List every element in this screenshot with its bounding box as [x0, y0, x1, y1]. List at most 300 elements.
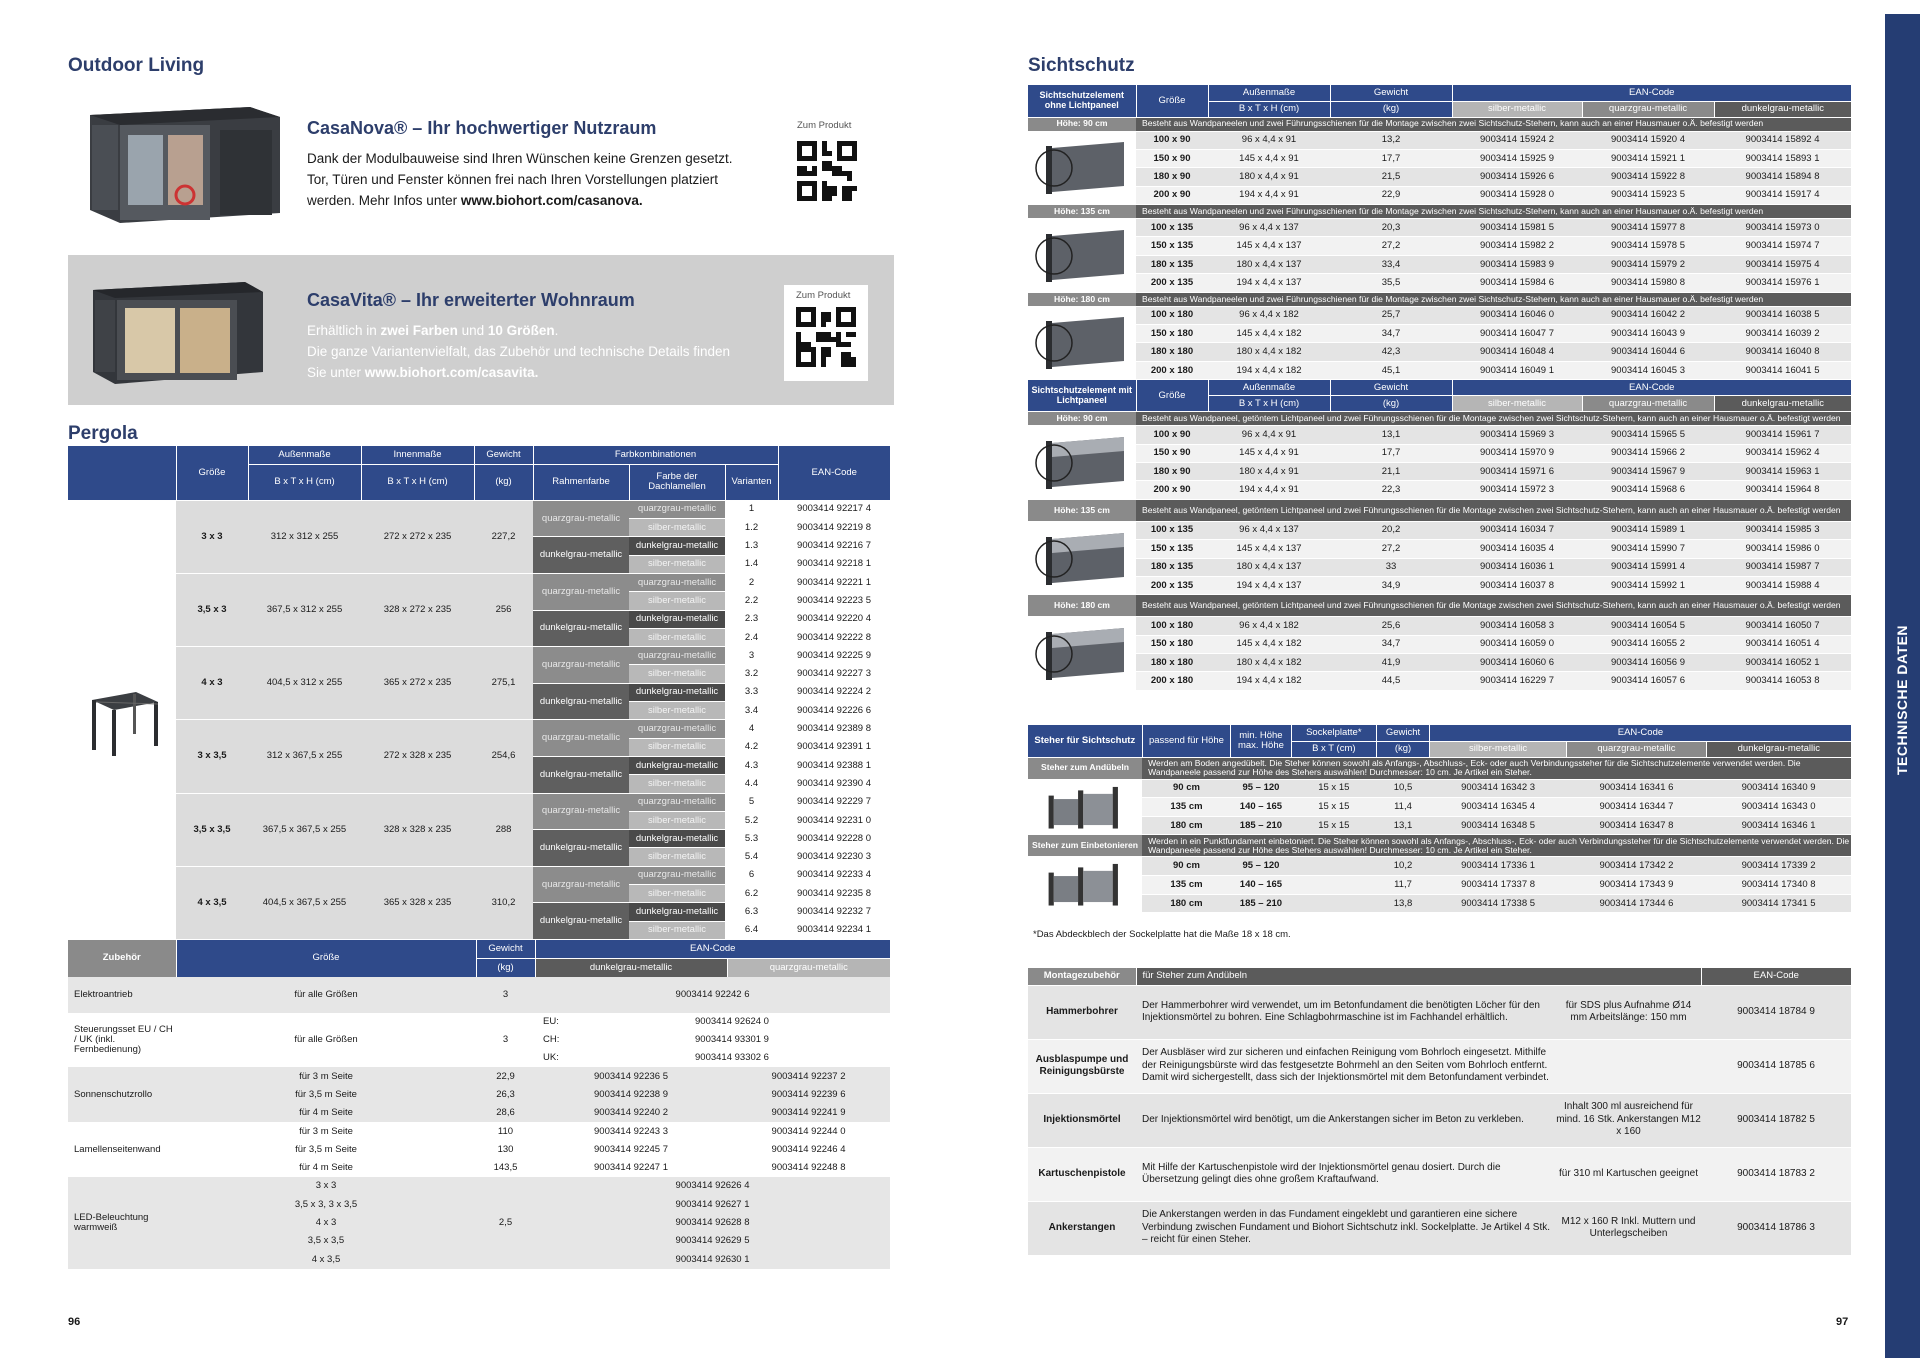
right-page-number: 97: [1836, 1316, 1849, 1328]
pergola-head-groesse: Größe: [176, 446, 248, 500]
pergola-roof-color: silber-metallic: [629, 775, 725, 793]
pergola-head-kg: (kg): [474, 464, 533, 500]
ss-height-row: [1028, 117, 1851, 131]
zubehoer-name: Steuerungsset EU / CH / UK (inkl. Fernbedienung): [74, 1024, 173, 1056]
pergola-ean: 9003414 92217 4: [778, 500, 890, 518]
ss-value: 9003414 16046 0: [1452, 306, 1582, 324]
casavita-link[interactable]: www.biohort.com/casavita.: [364, 365, 539, 380]
montage-ean: 9003414 18783 2: [1701, 1147, 1851, 1201]
steher-image: [1028, 857, 1142, 913]
ss-value: 9003414 16039 2: [1714, 325, 1851, 343]
pergola-roof-color: dunkelgrau-metallic: [629, 683, 725, 701]
ss-value: 9003414 15979 2: [1582, 255, 1714, 273]
ss-head-ean: EAN-Code: [1452, 380, 1851, 396]
pergola-variant: 1: [725, 500, 778, 518]
montage-ean: 9003414 18784 9: [1701, 985, 1851, 1039]
montage-info: für 310 ml Kartuschen geeignet: [1556, 1147, 1701, 1201]
pergola-size: 3 x 3,5: [176, 720, 248, 793]
casanova-line-2: Tor, Türen und Fenster können frei nach Ihren Vorstellungen platziert: [307, 172, 718, 187]
panel-icon: [1032, 431, 1132, 491]
ss-value: 9003414 16041 5: [1714, 361, 1851, 379]
steher-value: 9003414 16343 0: [1706, 798, 1851, 817]
pergola-variant: 5.4: [725, 848, 778, 866]
ss-value: 9003414 15966 2: [1582, 444, 1714, 462]
side-tab-label: TECHNISCHE DATEN: [1894, 624, 1910, 776]
zubehoer-row: [68, 1159, 890, 1177]
steher-value: [1291, 857, 1377, 876]
ss-value: 9003414 15928 0: [1452, 186, 1582, 204]
ss-value: 9003414 16038 5: [1714, 306, 1851, 324]
ss-ohne-wrap: [1028, 85, 1851, 691]
zubehoer-weight: 143,5: [493, 1162, 518, 1174]
pergola-ean: 9003414 92216 7: [778, 537, 890, 555]
ss-value: 9003414 16037 8: [1452, 576, 1582, 594]
ss-value: 194 x 4,4 x 91: [1208, 186, 1330, 204]
pergola-roof-color: silber-metallic: [629, 665, 725, 683]
ss-head-gewicht: Gewicht: [1330, 380, 1452, 396]
pergola-outer: 404,5 x 367,5 x 255: [248, 866, 361, 939]
ss-panel-image: [1028, 131, 1136, 205]
ss-value: 9003414 15922 8: [1582, 168, 1714, 186]
panel-icon: [1032, 311, 1132, 371]
ss-ohne-table: [1028, 85, 1851, 691]
left-page-number: 96: [68, 1316, 81, 1328]
ss-value: 9003414 15969 3: [1452, 426, 1582, 444]
pergola-table-wrap: [68, 446, 890, 940]
pergola-ean: 9003414 92231 0: [778, 811, 890, 829]
montage-info: M12 x 160 R Inkl. Muttern und Unterlegscheiben: [1556, 1201, 1701, 1255]
ss-height-desc: Besteht aus Wandpaneel, getöntem Lichtpaneel und zwei Führungsschienen für die Montage zwischen zwei Sichtschutz-Stehern, kann auch an einer Hausmauer o.Ä. befestigt werden: [1136, 595, 1851, 617]
pergola-head-gewicht: Gewicht: [474, 446, 533, 464]
ss-head-quarz: quarzgrau-metallic: [1582, 101, 1714, 117]
pergola-variant: 4.3: [725, 756, 778, 774]
ss-value: 145 x 4,4 x 182: [1208, 325, 1330, 343]
ss-row: [1028, 274, 1851, 292]
montage-head-ean: EAN-Code: [1701, 968, 1851, 985]
ss-size: 180 x 180: [1136, 654, 1208, 672]
ss-value: 25,7: [1330, 306, 1452, 324]
pergola-ean: 9003414 92230 3: [778, 848, 890, 866]
montage-row: [1028, 1201, 1851, 1255]
pergola-ean: 9003414 92220 4: [778, 610, 890, 628]
ss-value: 9003414 15991 4: [1582, 558, 1714, 576]
pergola-inner: 272 x 272 x 235: [361, 500, 474, 573]
ss-value: 9003414 16040 8: [1714, 343, 1851, 361]
pergola-frame-color: quarzgrau-metallic: [533, 866, 629, 903]
pergola-head-ean: EAN-Code: [778, 446, 890, 500]
steher-value: 9003414 17344 6: [1567, 894, 1706, 913]
zubehoer-wrap: [68, 940, 890, 1269]
steher-minmax: 95 – 120: [1231, 857, 1291, 876]
ss-value: 27,2: [1330, 540, 1452, 558]
pergola-variant: 2: [725, 573, 778, 591]
steher-row: [1028, 779, 1851, 798]
pergola-img-head: [68, 446, 176, 500]
montage-ean: 9003414 18785 6: [1701, 1039, 1851, 1093]
ss-value: 17,7: [1330, 149, 1452, 167]
zubehoer-ean-quarz: 9003414 92244 0: [771, 1125, 846, 1137]
pergola-outer: 404,5 x 312 x 255: [248, 647, 361, 720]
ss-value: 9003414 16034 7: [1452, 521, 1582, 539]
ss-row: [1028, 219, 1851, 237]
ss-value: 9003414 15963 1: [1714, 462, 1851, 480]
ss-value: 9003414 15924 2: [1452, 131, 1582, 149]
ss-value: 9003414 15925 9: [1452, 149, 1582, 167]
pergola-roof-color: quarzgrau-metallic: [629, 793, 725, 811]
ss-value: 9003414 15989 1: [1582, 521, 1714, 539]
ss-head-bth: B x T x H (cm): [1208, 396, 1330, 412]
ss-size: 100 x 135: [1136, 521, 1208, 539]
zubehoer-name: Elektroantrieb: [74, 988, 133, 1000]
zubehoer-ean-dunkel: 9003414 92236 5: [594, 1070, 668, 1082]
steher-value: 13,8: [1377, 894, 1430, 913]
pergola-roof-color: silber-metallic: [629, 921, 725, 939]
zubehoer-weight: 2,5: [498, 1217, 513, 1229]
ss-height-label: Höhe: 180 cm: [1028, 292, 1136, 306]
zubehoer-row: [68, 1104, 890, 1122]
pergola-head-bth-2: B x T x H (cm): [361, 464, 474, 500]
ss-value: 13,1: [1330, 426, 1452, 444]
ss-value: 96 x 4,4 x 137: [1208, 521, 1330, 539]
ss-height-desc: Besteht aus Wandpaneelen und zwei Führungsschienen für die Montage zwischen zwei Sichtschutz-Stehern, kann auch an einer Hausmauer o.Ä. befestigt werden: [1136, 205, 1851, 219]
montage-desc: Der Injektionsmörtel wird benötigt, um die Ankerstangen sicher im Beton zu verkleben.: [1136, 1093, 1556, 1147]
ss-row: [1028, 444, 1851, 462]
pergola-size: 3,5 x 3: [176, 573, 248, 646]
zubehoer-name: Sonnenschutzrollo: [74, 1088, 153, 1100]
panel-icon: [1032, 224, 1132, 284]
zubehoer-size: für alle Größen: [294, 988, 358, 1000]
casanova-qr-code[interactable]: [797, 141, 857, 201]
steher-wrap: [1028, 725, 1851, 913]
pergola-head-varianten: Varianten: [725, 464, 778, 500]
pergola-frame-color: dunkelgrau-metallic: [533, 537, 629, 574]
zubehoer-weight: 22,9: [496, 1070, 515, 1082]
ss-value: 145 x 4,4 x 91: [1208, 444, 1330, 462]
ss-value: 180 x 4,4 x 91: [1208, 462, 1330, 480]
ss-size: 100 x 135: [1136, 219, 1208, 237]
zubehoer-size: für 4 m Seite: [299, 1107, 353, 1119]
ss-value: 145 x 4,4 x 137: [1208, 237, 1330, 255]
zubehoer-size: für 4 m Seite: [299, 1162, 353, 1174]
zubehoer-ean-dunkel: 9003414 92243 3: [594, 1125, 668, 1137]
pergola-ean: 9003414 92232 7: [778, 903, 890, 921]
ss-size: 100 x 90: [1136, 131, 1208, 149]
steher-head-kg: (kg): [1377, 741, 1430, 757]
ss-value: 194 x 4,4 x 91: [1208, 481, 1330, 499]
ss-head-dunkel: dunkelgrau-metallic: [1714, 101, 1851, 117]
pergola-frame-color: quarzgrau-metallic: [533, 793, 629, 830]
zubehoer-size: für alle Größen: [294, 1034, 358, 1046]
pergola-inner: 328 x 328 x 235: [361, 793, 474, 866]
pergola-roof-color: silber-metallic: [629, 592, 725, 610]
montage-name: Kartuschenpistole: [1028, 1147, 1136, 1201]
steher-value: 9003414 17342 2: [1567, 857, 1706, 876]
pergola-roof-color: quarzgrau-metallic: [629, 720, 725, 738]
ss-value: 9003414 16043 9: [1582, 325, 1714, 343]
ss-value: 9003414 15965 5: [1582, 426, 1714, 444]
pergola-row: [68, 500, 890, 518]
ss-value: 9003414 15921 1: [1582, 149, 1714, 167]
steher-value: 10,2: [1377, 857, 1430, 876]
pergola-roof-color: silber-metallic: [629, 555, 725, 573]
zubehoer-size: für 3,5 m Seite: [295, 1143, 357, 1155]
casavita-title: CasaVita® – Ihr erweiterter Wohnraum: [307, 290, 635, 310]
casanova-text: [307, 148, 733, 211]
steher-value: 9003414 16341 6: [1567, 779, 1706, 798]
ss-panel-image: [1028, 306, 1136, 380]
ss-row: [1028, 131, 1851, 149]
ss-head-silber: silber-metallic: [1452, 101, 1582, 117]
ss-row: [1028, 149, 1851, 167]
ss-value: 145 x 4,4 x 182: [1208, 635, 1330, 653]
pergola-frame-color: dunkelgrau-metallic: [533, 683, 629, 720]
ss-value: 96 x 4,4 x 182: [1208, 306, 1330, 324]
pergola-outer: 367,5 x 312 x 255: [248, 573, 361, 646]
steher-head-minmax: min. Höhe max. Höhe: [1231, 725, 1291, 757]
pergola-variant: 5.3: [725, 830, 778, 848]
steher-row: [1028, 798, 1851, 817]
pergola-roof-color: silber-metallic: [629, 811, 725, 829]
ss-value: 96 x 4,4 x 182: [1208, 617, 1330, 635]
ss-value: 180 x 4,4 x 182: [1208, 343, 1330, 361]
ss-head-kg: (kg): [1330, 101, 1452, 117]
zubehoer-ean: 9003414 93301 9: [695, 1034, 769, 1046]
pergola-head-bth-1: B x T x H (cm): [248, 464, 361, 500]
pergola-frame-color: quarzgrau-metallic: [533, 500, 629, 537]
ss-head-dunkel: dunkelgrau-metallic: [1714, 396, 1851, 412]
zubehoer-size: 3 x 3: [315, 1180, 337, 1192]
ss-row: [1028, 237, 1851, 255]
pergola-roof-color: dunkelgrau-metallic: [629, 830, 725, 848]
zubehoer-row: [68, 1086, 890, 1104]
ss-value: 180 x 4,4 x 182: [1208, 654, 1330, 672]
ss-value: 27,2: [1330, 237, 1452, 255]
ss-row: [1028, 558, 1851, 576]
ss-size: 150 x 135: [1136, 237, 1208, 255]
pergola-heading: Pergola: [68, 423, 138, 444]
ss-size: 200 x 135: [1136, 576, 1208, 594]
ss-value: 9003414 16050 7: [1714, 617, 1851, 635]
casanova-link[interactable]: www.biohort.com/casanova.: [460, 193, 643, 208]
steher-group-row: [1028, 835, 1851, 857]
post-icon: [1035, 857, 1135, 909]
casavita-qr-box[interactable]: [784, 285, 868, 381]
ss-value: 96 x 4,4 x 137: [1208, 219, 1330, 237]
casavita-line-2: Die ganze Variantenvielfalt, das Zubehör und technische Details finden: [307, 344, 731, 359]
zubehoer-row: [68, 1013, 890, 1031]
pergola-row: [68, 720, 890, 738]
pergola-ean: 9003414 92388 1: [778, 756, 890, 774]
zubehoer-weight: 28,6: [496, 1107, 515, 1119]
zubehoer-weight: 130: [497, 1143, 514, 1155]
pergola-variant: 4.2: [725, 738, 778, 756]
ss-value: 9003414 15980 8: [1582, 274, 1714, 292]
ss-row: [1028, 540, 1851, 558]
pergola-inner: 365 x 328 x 235: [361, 866, 474, 939]
steher-head-row: [1028, 725, 1851, 741]
pergola-ean: 9003414 92222 8: [778, 628, 890, 646]
ss-value: 194 x 4,4 x 137: [1208, 274, 1330, 292]
steher-value: 9003414 16348 5: [1429, 816, 1566, 835]
ss-row: [1028, 672, 1851, 690]
pergola-roof-color: silber-metallic: [629, 848, 725, 866]
pergola-head-rahmen: Rahmenfarbe: [533, 464, 629, 500]
ss-height-desc: Besteht aus Wandpaneelen und zwei Führungsschienen für die Montage zwischen zwei Sichtschutz-Stehern, kann auch an einer Hausmauer o.Ä. befestigt werden: [1136, 117, 1851, 131]
zubehoer-head-name: Zubehör: [68, 940, 176, 977]
ss-value: 9003414 15976 1: [1714, 274, 1851, 292]
ss-value: 9003414 15985 3: [1714, 521, 1851, 539]
ss-value: 9003414 16047 7: [1452, 325, 1582, 343]
pergola-ean: 9003414 92235 8: [778, 885, 890, 903]
ss-value: 180 x 4,4 x 137: [1208, 255, 1330, 273]
ss-value: 9003414 15967 9: [1582, 462, 1714, 480]
ss-value: 9003414 16044 6: [1582, 343, 1714, 361]
ss-height-label: Höhe: 135 cm: [1028, 205, 1136, 219]
steher-height: 90 cm: [1142, 779, 1231, 798]
ss-height-row: [1028, 412, 1851, 426]
pergola-variant: 3.3: [725, 683, 778, 701]
ss-panel-image: [1028, 617, 1136, 691]
ss-size: 150 x 90: [1136, 444, 1208, 462]
montage-ean: 9003414 18782 5: [1701, 1093, 1851, 1147]
ss-value: 9003414 15983 9: [1452, 255, 1582, 273]
zubehoer-weight: 110: [497, 1125, 514, 1137]
ss-size: 150 x 180: [1136, 635, 1208, 653]
steher-value: 9003414 16347 8: [1567, 816, 1706, 835]
steher-group-label: Steher zum Einbetonieren: [1028, 835, 1142, 857]
zubehoer-head-gewicht: Gewicht: [476, 940, 535, 958]
pergola-variant: 6.3: [725, 903, 778, 921]
ss-size: 200 x 180: [1136, 361, 1208, 379]
steher-value: 9003414 16345 4: [1429, 798, 1566, 817]
ss-value: 9003414 15992 1: [1582, 576, 1714, 594]
ss-value: 9003414 15987 7: [1714, 558, 1851, 576]
zubehoer-row: [68, 977, 890, 1013]
ss-height-row: [1028, 595, 1851, 617]
pergola-ean: 9003414 92223 5: [778, 592, 890, 610]
casanova-title: CasaNova® – Ihr hochwertiger Nutzraum: [307, 118, 657, 138]
ss-row: [1028, 255, 1851, 273]
pergola-weight: 256: [474, 573, 533, 646]
zubehoer-row: [68, 1122, 890, 1140]
steher-row: [1028, 816, 1851, 835]
casavita-image: [85, 272, 265, 390]
ss-head-silber: silber-metallic: [1452, 396, 1582, 412]
steher-image: [1028, 779, 1142, 835]
steher-value: 11,7: [1377, 876, 1430, 895]
ss-value: 9003414 16056 9: [1582, 654, 1714, 672]
ss-value: 194 x 4,4 x 137: [1208, 576, 1330, 594]
zubehoer-ean: 9003414 93302 6: [695, 1052, 769, 1064]
montage-row: [1028, 985, 1851, 1039]
pergola-variant: 3: [725, 647, 778, 665]
zubehoer-ean-quarz: 9003414 92246 4: [771, 1143, 846, 1155]
montage-ean: 9003414 18786 3: [1701, 1201, 1851, 1255]
panel-icon: [1032, 136, 1132, 196]
montage-wrap: [1028, 968, 1851, 1256]
pergola-roof-color: quarzgrau-metallic: [629, 647, 725, 665]
pergola-variant: 6.4: [725, 921, 778, 939]
ss-row: [1028, 654, 1851, 672]
ss-size: 150 x 90: [1136, 149, 1208, 167]
ss-row: [1028, 521, 1851, 539]
ss-value: 9003414 15974 7: [1714, 237, 1851, 255]
pergola-weight: 275,1: [474, 647, 533, 720]
zubehoer-name: LED-Beleuchtung warmweiß: [74, 1212, 149, 1233]
zubehoer-size: für 3,5 m Seite: [295, 1088, 357, 1100]
steher-minmax: 185 – 210: [1231, 816, 1291, 835]
steher-value: 15 x 15: [1291, 779, 1377, 798]
pergola-variant: 1.4: [725, 555, 778, 573]
pergola-head-aussen: Außenmaße: [248, 446, 361, 464]
zubehoer-ean: 9003414 92628 8: [675, 1217, 750, 1229]
ss-value: 9003414 15926 6: [1452, 168, 1582, 186]
montage-desc: Mit Hilfe der Kartuschenpistole wird der Injektionsmörtel genau dosiert. Durch die Übersetzung gelingt dies ohne großem Kraftaufwand.: [1136, 1147, 1556, 1201]
steher-head-quarz: quarzgrau-metallic: [1567, 741, 1706, 757]
pergola-size: 4 x 3: [176, 647, 248, 720]
pergola-ean: 9003414 92224 2: [778, 683, 890, 701]
ss-height-label: Höhe: 180 cm: [1028, 595, 1136, 617]
zubehoer-country: EU:: [543, 1015, 559, 1027]
pergola-row: [68, 866, 890, 884]
ss-value: 9003414 16053 8: [1714, 672, 1851, 690]
casavita-text: [307, 320, 730, 383]
ss-value: 9003414 16036 1: [1452, 558, 1582, 576]
ss-height-row: [1028, 205, 1851, 219]
ss-value: 9003414 15984 6: [1452, 274, 1582, 292]
ss-value: 9003414 15971 6: [1452, 462, 1582, 480]
pergola-frame-color: dunkelgrau-metallic: [533, 756, 629, 793]
ss-head-ean: EAN-Code: [1452, 85, 1851, 101]
zubehoer-size: 3,5 x 3,5: [307, 1235, 345, 1247]
ss-row: [1028, 576, 1851, 594]
montage-row: [1028, 1093, 1851, 1147]
zubehoer-ean-quarz: 9003414 92237 2: [771, 1070, 846, 1082]
zubehoer-ean-quarz: 9003414 92248 8: [771, 1162, 846, 1174]
post-icon: [1035, 780, 1135, 832]
pergola-ean: 9003414 92234 1: [778, 921, 890, 939]
ss-head-bth: B x T x H (cm): [1208, 101, 1330, 117]
ss-row: [1028, 361, 1851, 379]
steher-value: 9003414 17338 5: [1429, 894, 1566, 913]
ss-value: 9003414 16055 2: [1582, 635, 1714, 653]
pergola-ean: 9003414 92390 4: [778, 775, 890, 793]
pergola-row: [68, 573, 890, 591]
ss-value: 41,9: [1330, 654, 1452, 672]
steher-head-title: Steher für Sichtschutz: [1028, 725, 1142, 757]
ss-value: 21,5: [1330, 168, 1452, 186]
ss-value: 42,3: [1330, 343, 1452, 361]
steher-value: 9003414 17339 2: [1706, 857, 1851, 876]
ss-height-desc: Besteht aus Wandpaneel, getöntem Lichtpaneel und zwei Führungsschienen für die Montage zwischen zwei Sichtschutz-Stehern, kann auch an einer Hausmauer o.Ä. befestigt werden: [1136, 499, 1851, 521]
zubehoer-size: für 3 m Seite: [299, 1070, 353, 1082]
steher-head-sockel: Sockelplatte*: [1291, 725, 1377, 741]
ss-value: 9003414 15920 4: [1582, 131, 1714, 149]
ss-value: 194 x 4,4 x 182: [1208, 672, 1330, 690]
pergola-head-farb: Farbkombinationen: [533, 446, 778, 464]
pergola-row: [68, 793, 890, 811]
pergola-size: 3,5 x 3,5: [176, 793, 248, 866]
pergola-ean: 9003414 92225 9: [778, 647, 890, 665]
pergola-ean: 9003414 92218 1: [778, 555, 890, 573]
pergola-roof-color: dunkelgrau-metallic: [629, 903, 725, 921]
ss-row: [1028, 635, 1851, 653]
casanova-line-1: Dank der Modulbauweise sind Ihren Wünschen keine Grenzen gesetzt.: [307, 151, 733, 166]
montage-info: Inhalt 300 ml ausreichend für mind. 16 Stk. Ankerstangen M12 x 160: [1556, 1093, 1701, 1147]
ss-value: 9003414 16057 6: [1582, 672, 1714, 690]
pergola-inner: 365 x 272 x 235: [361, 647, 474, 720]
montage-name: Injektionsmörtel: [1028, 1093, 1136, 1147]
